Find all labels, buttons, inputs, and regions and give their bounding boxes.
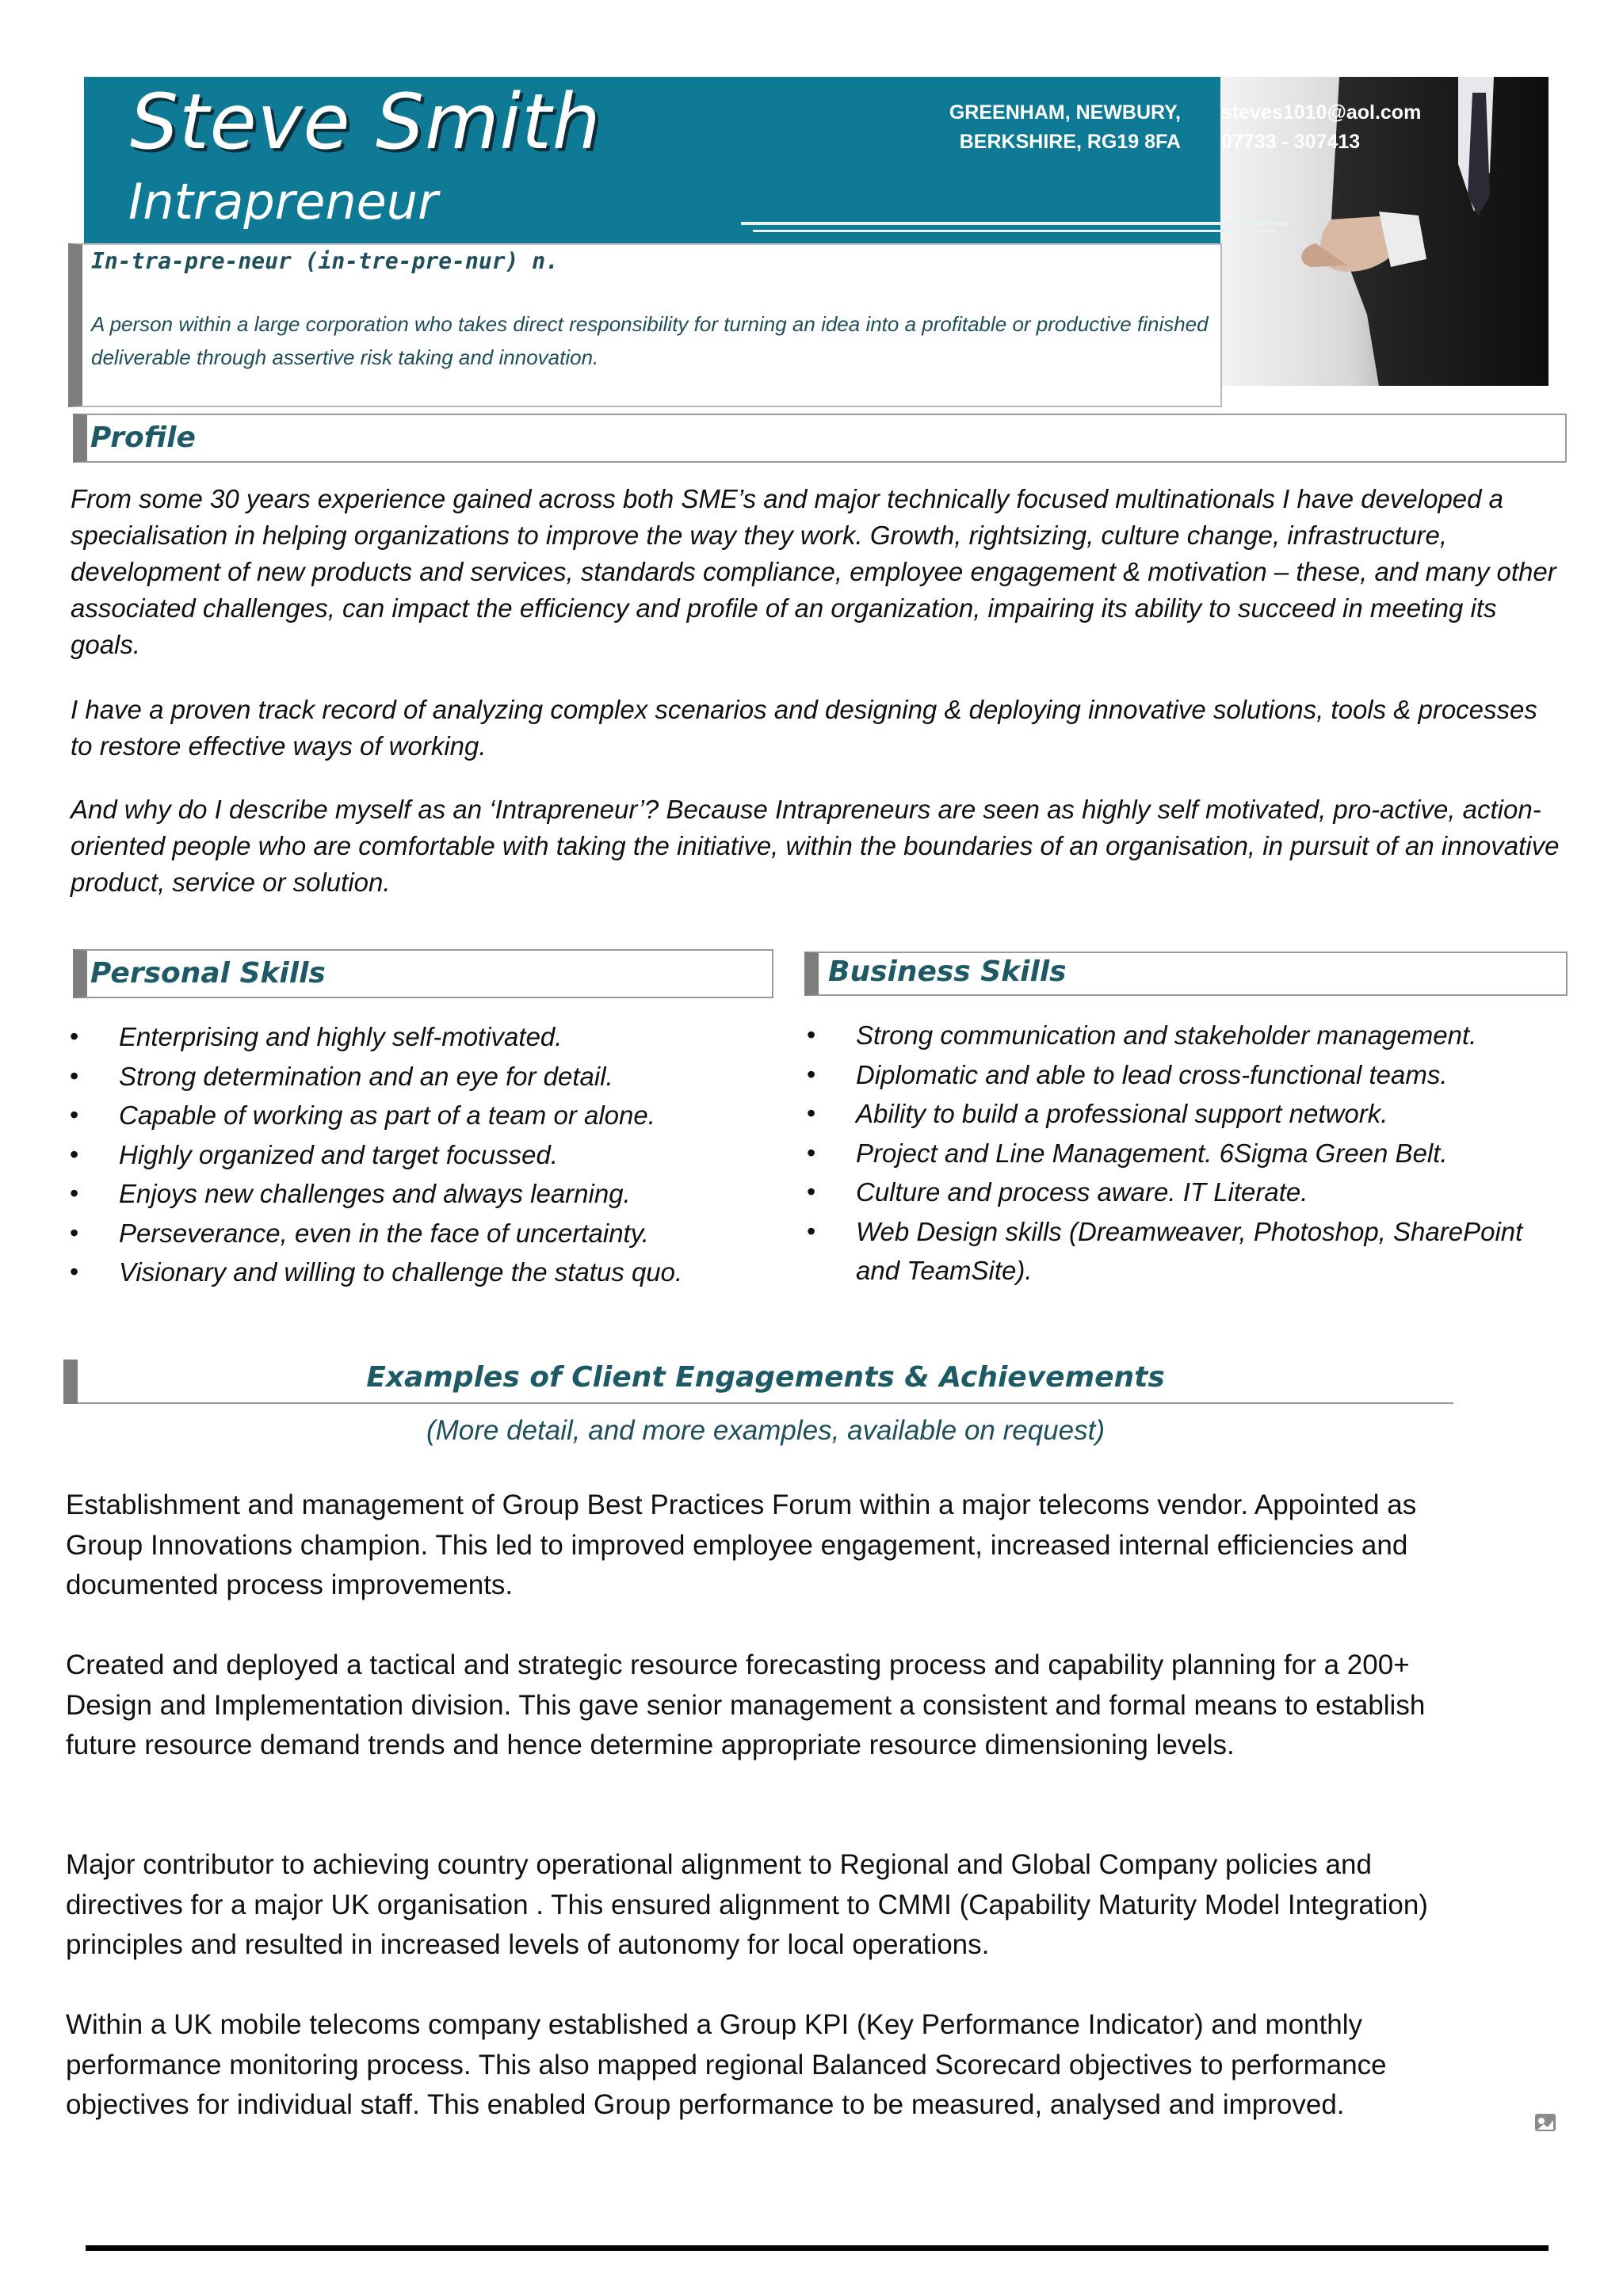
list-item: • Project and Line Management. 6Sigma Green Belt. (807, 1134, 1560, 1173)
list-item: • Perseverance, even in the face of uncertainty. (70, 1214, 767, 1253)
definition-text: A person within a large corporation who takes direct responsibility for turning an idea into a profitable or productive finished deliverable through assertive risk taking and innovation. (91, 312, 1209, 369)
list-item: • Enterprising and highly self-motivated. (70, 1017, 767, 1057)
profile-heading: Profile (90, 421, 196, 454)
bullet-icon: • (807, 1099, 816, 1127)
example-paragraph-1: Establishment and management of Group Best Practices Forum within a major telecoms vendor. Appointed as Group Innovations champion. This led to improved employee engagement, increased internal efficiencies and documented process improvements. (66, 1489, 1417, 1600)
profile-paragraph-1: From some 30 years experience gained across both SME’s and major technically focused multinationals I have developed a specialisation in helping organizations to improve the way they work. Growth, rightsizing, culture change, infrastructure, development of new products and services, standards compliance, employee engagement & motivation – these, and many other associated challenges, can impact the efficiency and profile of an organization, impairing its ability to succeed in meeting its goals. (71, 484, 1556, 659)
picture-icon (1533, 2111, 1557, 2134)
business-skills-list (807, 1016, 1560, 1291)
candidate-name: Steve Smith (130, 78, 601, 166)
candidate-title: Intrapreneur (128, 173, 438, 231)
bullet-icon: • (70, 1139, 79, 1169)
bullet-icon: • (70, 1022, 79, 1051)
profile-paragraph-3: And why do I describe myself as an ‘Intrapreneur’? Because Intrapreneurs are seen as highly self motivated, pro-active, action-oriented people who are comfortable with taking the initiative, within the boundaries of an organisation, in pursuit of an innovative product, service or solution. (71, 795, 1560, 897)
email-address[interactable]: steves1010@aol.com (1221, 101, 1422, 124)
list-item: • Diplomatic and able to lead cross-functional teams. (807, 1055, 1560, 1095)
examples-heading: Examples of Client Engagements & Achievements (366, 1361, 1165, 1394)
examples-heading-rule (78, 1402, 1453, 1404)
bottom-rule (86, 2245, 1549, 2251)
bullet-icon: • (70, 1257, 79, 1286)
address-line-1: GREENHAM, NEWBURY, (949, 101, 1181, 124)
bullet-icon: • (807, 1177, 816, 1206)
business-skills-heading: Business Skills (828, 955, 1067, 988)
header-decor-line (753, 230, 1276, 232)
list-item: • Highly organized and target focussed. (70, 1135, 767, 1175)
bullet-icon: • (70, 1100, 79, 1129)
bullet-icon: • (807, 1216, 816, 1245)
bullet-icon: • (807, 1059, 816, 1089)
personal-skills-heading: Personal Skills (90, 957, 326, 990)
examples-subheading: (More detail, and more examples, available on request) (426, 1415, 1105, 1446)
definition-term: In-tra-pre-neur (in-tre-pre-nur) n. (91, 248, 559, 274)
personal-skills-list (70, 1017, 767, 1292)
bullet-icon: • (70, 1218, 79, 1247)
list-item: • Enjoys new challenges and always learning. (70, 1174, 767, 1214)
list-item: • Visionary and willing to challenge the status quo. (70, 1253, 767, 1292)
example-paragraph-2: Created and deployed a tactical and strategic resource forecasting process and capability planning for a 200+ Design and Implementation division. This gave senior management a consistent and formal means to establish future resource demand trends and hence determine appropriate resource dimensioning levels. (66, 1650, 1426, 1760)
examples-heading-marker (63, 1360, 78, 1404)
example-paragraph-4: Within a UK mobile telecoms company established a Group KPI (Key Performance Indicator) and monthly performance monitoring process. This also mapped regional Balanced Scorecard objectives to performance objectives for individual staff. This enabled Group performance to be measured, analysed and improved. (66, 2009, 1387, 2120)
phone-number: 07733 - 307413 (1221, 131, 1361, 153)
address-line-2: BERKSHIRE, RG19 8FA (959, 131, 1181, 153)
header-decor-line (741, 222, 1288, 225)
list-item: • Capable of working as part of a team or alone. (70, 1096, 767, 1135)
example-paragraph-3: Major contributor to achieving country operational alignment to Regional and Global Company policies and directives for a major UK organisation . This ensured alignment to CMMI (Capability Maturity Model Integration) principles and resulted in increased levels of autonomy for local operations. (66, 1849, 1428, 1960)
profile-heading-box (73, 414, 1567, 463)
bullet-icon: • (807, 1020, 816, 1049)
bullet-icon: • (70, 1061, 79, 1090)
contact-block (1221, 98, 1421, 157)
bullet-icon: • (807, 1138, 816, 1167)
profile-paragraph-2: I have a proven track record of analyzing complex scenarios and designing & deploying innovative solutions, tools & processes to restore effective ways of working. (71, 695, 1537, 761)
list-item: • Ability to build a professional support network. (807, 1094, 1560, 1134)
list-item: • Web Design skills (Dreamweaver, Photoshop, SharePoint and TeamSite). (807, 1212, 1560, 1291)
list-item: • Strong determination and an eye for detail. (70, 1057, 767, 1097)
bullet-icon: • (70, 1179, 79, 1207)
address-block (880, 98, 1181, 157)
list-item: • Strong communication and stakeholder management. (807, 1016, 1560, 1055)
list-item: • Culture and process aware. IT Literate. (807, 1173, 1560, 1212)
